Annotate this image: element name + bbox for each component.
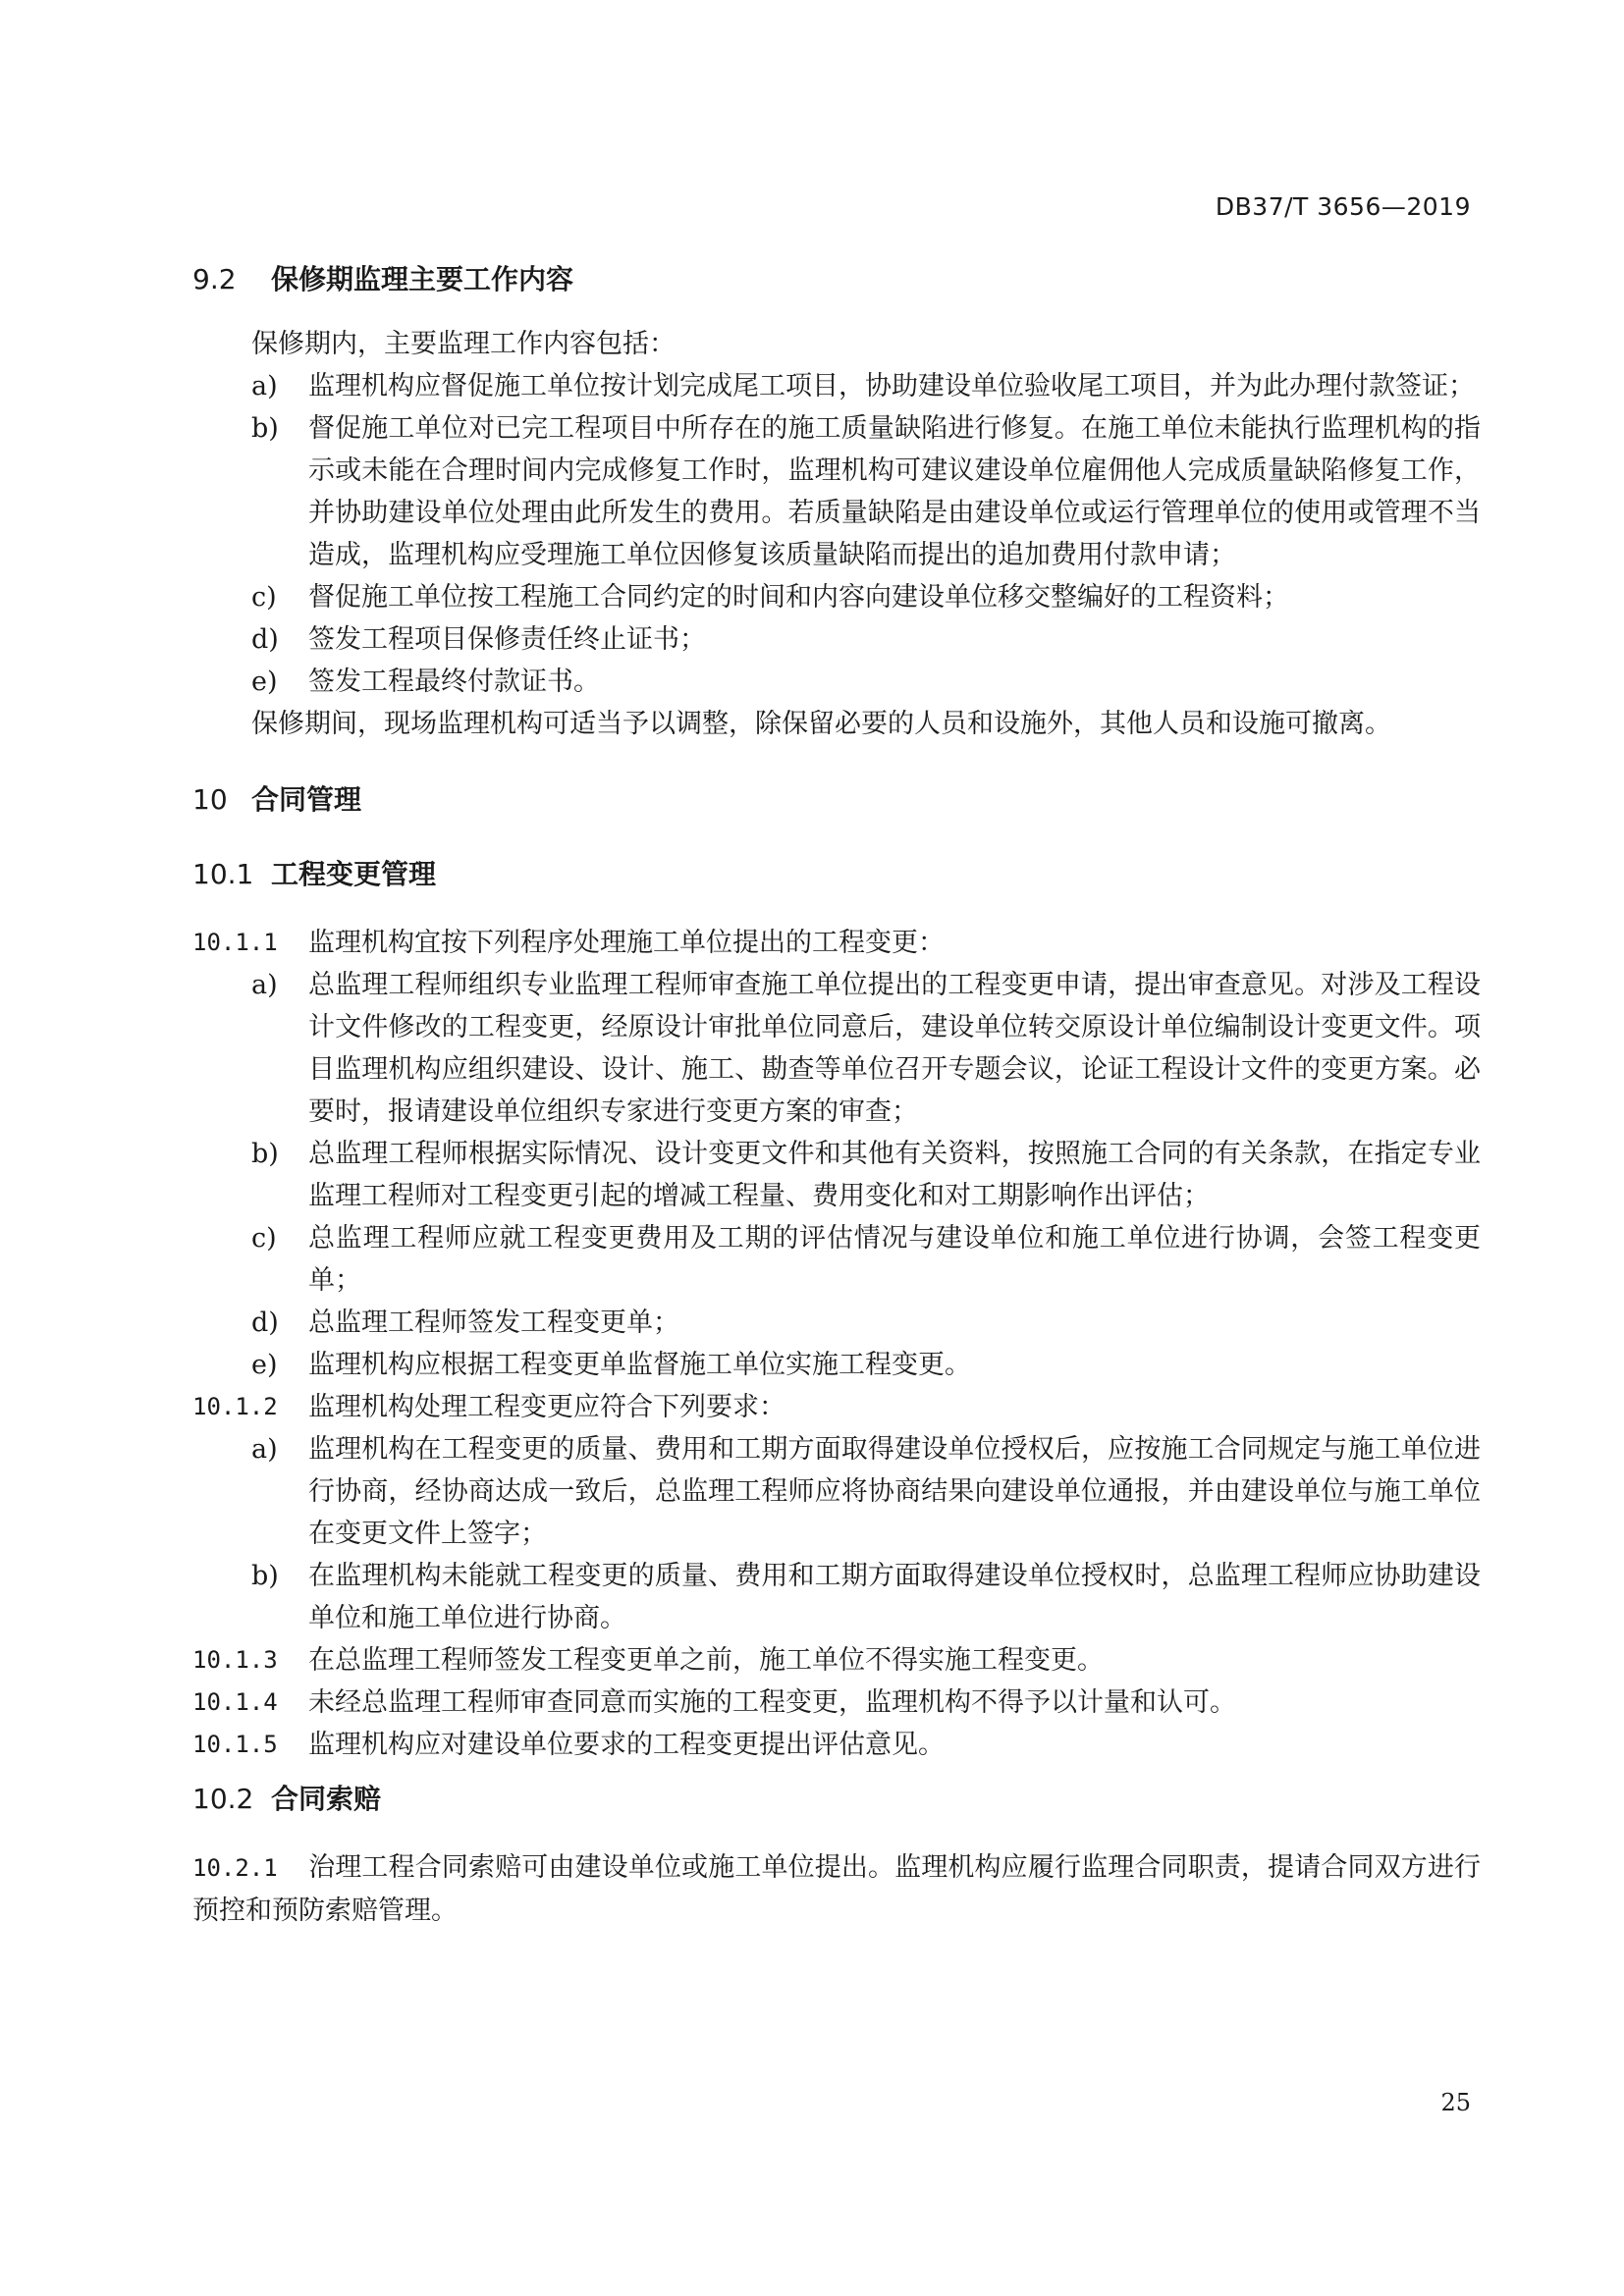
clause-number: 10.1.1: [192, 929, 278, 956]
clause-number: 10.1.2: [192, 1393, 278, 1420]
list-item: [192, 365, 1481, 407]
heading-10: [192, 780, 1481, 820]
item-text: 在监理机构未能就工程变更的质量、费用和工期方面取得建设单位授权时，总监理工程师应协助建设单位和施工单位进行协商。: [308, 1561, 1481, 1633]
list-item: [192, 1428, 1481, 1555]
clause-10-2-1: [192, 1846, 1481, 1932]
heading-number: 9.2: [192, 263, 237, 295]
item-label: e): [251, 1350, 278, 1380]
clause-number: 10.1.5: [192, 1731, 278, 1758]
list-item: [192, 407, 1481, 576]
item-text: 督促施工单位按工程施工合同约定的时间和内容向建设单位移交整编好的工程资料；: [308, 582, 1289, 613]
clause-number: 10.2.1: [192, 1854, 278, 1882]
clause-10-1-4: [192, 1682, 1481, 1724]
clause-10-1-2: [192, 1386, 1481, 1428]
clause-text: 监理机构处理工程变更应符合下列要求：: [308, 1392, 785, 1422]
item-label: b): [251, 413, 279, 444]
heading-number: 10.1: [192, 858, 254, 890]
clause-number: 10.1.4: [192, 1688, 278, 1716]
paragraph-intro: 保修期内，主要监理工作内容包括：: [251, 329, 676, 359]
heading-number: 10: [192, 783, 228, 816]
item-text: 总监理工程师应就工程变更费用及工期的评估情况与建设单位和施工单位进行协调，会签工程变更单；: [308, 1223, 1481, 1296]
item-text: 督促施工单位对已完工程项目中所存在的施工质量缺陷进行修复。在施工单位未能执行监理机构的指示或未能在合理时间内完成修复工作时，监理机构可建议建设单位雇佣他人完成质量缺陷修复工作，并协助建设单位处理由此所发生的费用。若质量缺陷是由建设单位或运行管理单位的使用或管理不当造成，监理机构应受理施工单位因修复该质量缺陷而提出的追加费用付款申请；: [308, 413, 1481, 570]
list-item: [192, 661, 1481, 703]
item-label: a): [251, 371, 278, 401]
heading-title: 保修期监理主要工作内容: [271, 263, 574, 295]
clause-text: 监理机构宜按下列程序处理施工单位提出的工程变更：: [308, 928, 945, 958]
page-content: [192, 260, 1481, 1932]
item-label: b): [251, 1139, 279, 1169]
item-text: 监理机构应根据工程变更单监督施工单位实施工程变更。: [308, 1350, 971, 1380]
heading-9-2: [192, 260, 1481, 299]
heading-title: 工程变更管理: [271, 858, 437, 890]
list-item: [192, 1217, 1481, 1302]
item-label: a): [251, 970, 278, 1000]
item-text: 监理机构应督促施工单位按计划完成尾工项目，协助建设单位验收尾工项目，并为此办理付款签证；: [308, 371, 1475, 401]
item-label: c): [251, 1223, 277, 1254]
item-text: 签发工程项目保修责任终止证书；: [308, 624, 706, 655]
heading-10-2: [192, 1780, 1481, 1819]
item-text: 总监理工程师根据实际情况、设计变更文件和其他有关资料，按照施工合同的有关条款，在指定专业监理工程师对工程变更引起的增减工程量、费用变化和对工期影响作出评估；: [308, 1139, 1481, 1211]
item-label: a): [251, 1434, 278, 1465]
heading-title: 合同管理: [251, 783, 362, 816]
page-number: 25: [1440, 2089, 1471, 2116]
item-label: d): [251, 1308, 279, 1338]
clause-text: 在总监理工程师签发工程变更单之前，施工单位不得实施工程变更。: [308, 1645, 1104, 1676]
item-text: 签发工程最终付款证书。: [308, 667, 600, 697]
list-item: [192, 1302, 1481, 1344]
heading-title: 合同索赔: [271, 1783, 382, 1815]
list-item: [192, 576, 1481, 618]
item-label: e): [251, 667, 278, 697]
list-item: [192, 618, 1481, 661]
list-item: [192, 1555, 1481, 1639]
list-item: [192, 964, 1481, 1133]
clause-10-1-3: [192, 1639, 1481, 1682]
item-text: 监理机构在工程变更的质量、费用和工期方面取得建设单位授权后，应按施工合同规定与施工单位进行协商，经协商达成一致后，总监理工程师应将协商结果向建设单位通报，并由建设单位与施工单位在变更文件上签字；: [308, 1434, 1481, 1549]
heading-10-1: [192, 855, 1481, 894]
item-label: c): [251, 582, 277, 613]
clause-text: 治理工程合同索赔可由建设单位或施工单位提出。监理机构应履行监理合同职责，提请合同双方进行预控和预防索赔管理。: [192, 1852, 1481, 1926]
paragraph-closing: 保修期间，现场监理机构可适当予以调整，除保留必要的人员和设施外，其他人员和设施可撤离。: [251, 709, 1391, 739]
clause-text: 监理机构应对建设单位要求的工程变更提出评估意见。: [308, 1730, 945, 1760]
item-label: b): [251, 1561, 279, 1591]
heading-number: 10.2: [192, 1783, 254, 1815]
list-item: [192, 1344, 1481, 1386]
item-text: 总监理工程师组织专业监理工程师审查施工单位提出的工程变更申请，提出审查意见。对涉及工程设计文件修改的工程变更，经原设计审批单位同意后，建设单位转交原设计单位编制设计变更文件。项目监理机构应组织建设、设计、施工、勘查等单位召开专题会议，论证工程设计文件的变更方案。必要时，报请建设单位组织专家进行变更方案的审查；: [308, 970, 1481, 1127]
item-label: d): [251, 624, 279, 655]
standard-code: DB37/T 3656—2019: [1215, 192, 1471, 221]
item-text: 总监理工程师签发工程变更单；: [308, 1308, 679, 1338]
clause-10-1-1: [192, 922, 1481, 964]
clause-text: 未经总监理工程师审查同意而实施的工程变更，监理机构不得予以计量和认可。: [308, 1687, 1236, 1718]
clause-number: 10.1.3: [192, 1646, 278, 1674]
clause-10-1-5: [192, 1724, 1481, 1766]
list-item: [192, 1133, 1481, 1217]
